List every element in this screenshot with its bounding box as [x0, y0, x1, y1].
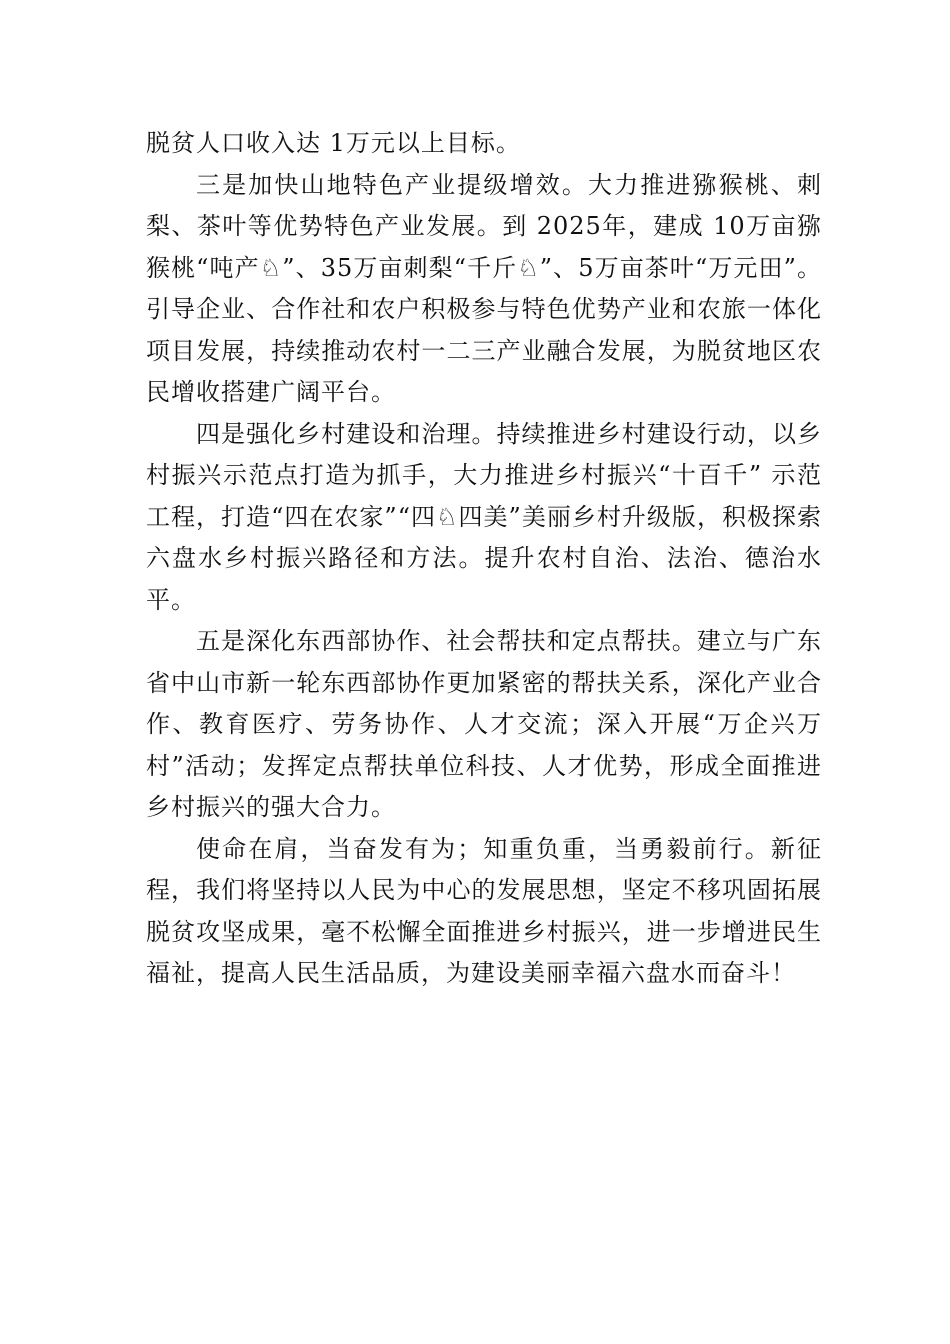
paragraph-rural-construction: 四是强化乡村建设和治理。持续推进乡村建设行动，以乡村振兴示范点打造为抓手，大力推进乡村振兴“十百千” 示范工程，打造“四在农家”“四♘四美”美丽乡村升级版，积极探索六盘水乡村振兴路径和方法。提升农村自治、法治、德治水平。: [146, 419, 822, 614]
paragraph-conclusion: 使命在肩，当奋发有为；知重负重，当勇毅前行。新征程，我们将坚持以人民为中心的发展思想，坚定不移巩固拓展脱贫攻坚成果，毫不松懈全面推进乡村振兴，进一步增进民生福祉，提高人民生活品质，为建设美丽幸福六盘水而奋斗！: [146, 834, 822, 987]
paragraph-east-west-cooperation: 五是深化东西部协作、社会帮扶和定点帮扶。建立与广东省中山市新一轮东西部协作更加紧密的帮扶关系，深化产业合作、教育医疗、劳务协作、人才交流；深入开展“万企兴万村”活动；发挥定点帮扶单位科技、人才优势，形成全面推进乡村振兴的强大合力。: [146, 627, 822, 821]
paragraph-continuation: 脱贫人口收入达 1万元以上目标。: [146, 129, 521, 157]
paragraph-specialty-industry: 三是加快山地特色产业提级增效。大力推进猕猴桃、刺梨、茶叶等优势特色产业发展。到 2025年，建成 10万亩猕猴桃“吨产♘”、35万亩刺梨“千斤♘”、5万亩茶叶“万元田”。引导企业、合作社和农户积极参与特色优势产业和农旅一体化项目发展，持续推动农村一二三产业融合发展，为脱贫地区农民增收搭建广阔平台。: [146, 170, 822, 406]
document-page: [146, 123, 822, 995]
